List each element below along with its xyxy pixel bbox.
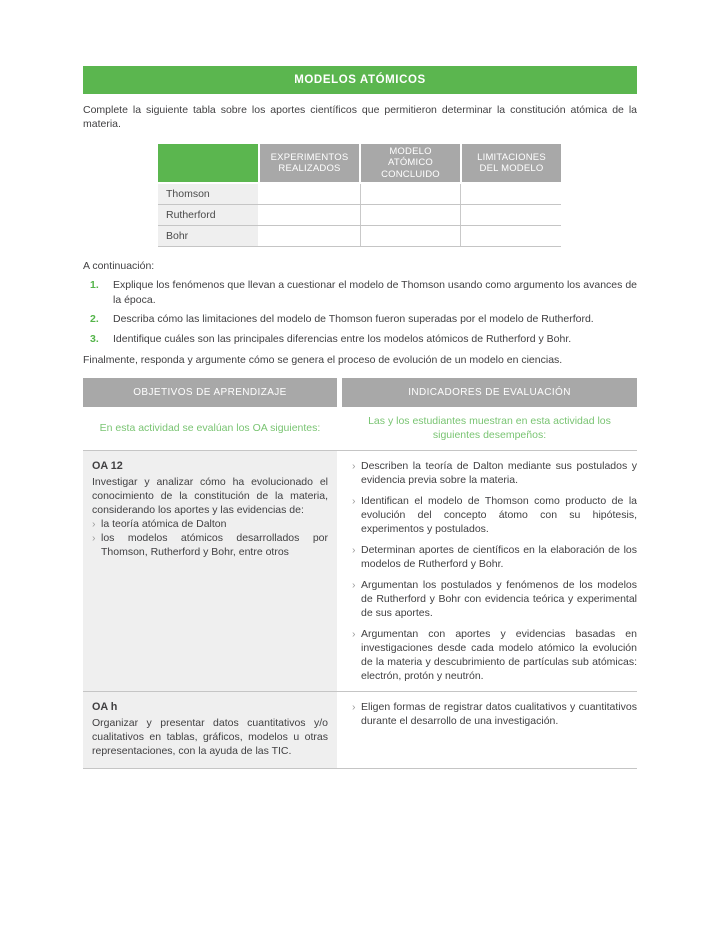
indicator-text: Eligen formas de registrar datos cualitativos y cuantitativos durante el desarrollo de una investigación. (361, 701, 637, 727)
atomic-table-corner-cell (158, 144, 258, 182)
oa-bullet (92, 517, 328, 531)
bullet-marker: › (92, 518, 96, 530)
oa-code: OA 12 (92, 460, 123, 472)
continuation-label: A continuación: (83, 260, 155, 272)
bullet-marker: › (352, 544, 356, 556)
empty-cell-thomson-limitaciones (460, 184, 561, 204)
indicator-item (352, 494, 637, 536)
task-item-3 (83, 332, 637, 347)
task-number: 2. (90, 313, 99, 325)
subheader-objetivos: En esta actividad se evalúan los OA siguientes: (99, 421, 321, 434)
task-list (83, 278, 637, 346)
oa-bullet-text: los modelos atómicos desarrollados por Thomson, Rutherford y Bohr, entre otros (101, 532, 328, 558)
column-header-experimentos: EXPERIMENTOS REALIZADOS (260, 144, 359, 182)
indicator-text: Argumentan con aportes y evidencias basadas en investigaciones desde cada modelo atómico la evolución de la materia y descubrimiento de partículas sub atómicas: electrón, protón y neutrón. (361, 628, 637, 682)
atomic-models-table (158, 144, 561, 247)
task-item-1 (83, 278, 637, 307)
table-row-rutherford (158, 205, 561, 226)
header-indicadores: INDICADORES DE EVALUACIÓN (342, 378, 637, 407)
bullet-marker: › (352, 495, 356, 507)
row-label-bohr: Bohr (158, 226, 258, 246)
task-item-2 (83, 312, 637, 327)
empty-cell-bohr-limitaciones (460, 226, 561, 246)
task-text: Describa cómo las limitaciones del modelo de Thomson fueron superadas por el modelo de Rutherford. (113, 313, 594, 325)
oa12-indicators-cell (342, 451, 637, 691)
oa-code: OA h (92, 701, 118, 713)
column-header-modelo: MODELO ATÓMICO CONCLUIDO (361, 144, 460, 182)
evaluation-row-oa12 (83, 451, 637, 692)
header-objetivos: OBJETIVOS DE APRENDIZAJE (83, 378, 337, 407)
indicator-item (352, 627, 637, 683)
oa-description: Organizar y presentar datos cuantitativos y/o cualitativos en tablas, gráficos, modelos u otras representaciones, con la ayuda de las TIC. (92, 717, 328, 757)
indicator-item (352, 700, 637, 728)
oah-cell (83, 692, 337, 768)
final-note: Finalmente, responda y argumente cómo se genera el proceso de evolución de un modelo en ciencias. (83, 354, 563, 366)
task-number: 1. (90, 279, 99, 291)
evaluation-row-oah (83, 692, 637, 769)
bullet-marker: › (352, 701, 356, 713)
subheader-indicadores: Las y los estudiantes muestran en esta actividad los siguientes desempeños: (368, 415, 611, 441)
bullet-marker: › (352, 460, 356, 472)
task-text: Identifique cuáles son las principales diferencias entre los modelos atómicos de Rutherford y Bohr. (113, 332, 572, 345)
column-header-limitaciones: LIMITACIONES DEL MODELO (462, 144, 561, 182)
empty-cell-rutherford-limitaciones (460, 205, 561, 225)
row-label-thomson: Thomson (158, 184, 258, 204)
row-label-rutherford: Rutherford (158, 205, 258, 225)
indicator-item (352, 543, 637, 571)
oa-description: Investigar y analizar cómo ha evolucionado el conocimiento de la constitución de la materia, considerando los aportes y las evidencias de: (92, 476, 328, 516)
empty-cell-thomson-experimentos (260, 184, 360, 204)
indicator-text: Determinan aportes de científicos en la elaboración de los modelos de Rutherford y Bohr. (361, 544, 637, 570)
oa-bullet-text: la teoría atómica de Dalton (101, 518, 227, 530)
indicator-text: Describen la teoría de Dalton mediante sus postulados y evidencia previa sobre la materia. (361, 460, 637, 486)
title-bar (83, 66, 637, 94)
atomic-table-body (158, 184, 561, 247)
oah-indicators-cell (342, 692, 637, 768)
evaluation-table-header-row (83, 378, 637, 407)
indicator-item (352, 459, 637, 487)
indicator-text: Identifican el modelo de Thomson como producto de la evolución del concepto átomo con su hipótesis, experimentos y postulados. (361, 495, 637, 535)
bullet-marker: › (352, 579, 356, 591)
page-title: MODELOS ATÓMICOS (294, 74, 426, 86)
bullet-marker: › (352, 628, 356, 640)
table-row-bohr (158, 226, 561, 247)
oa-bullet (92, 531, 328, 559)
oa12-cell (83, 451, 337, 691)
evaluation-table (83, 378, 637, 769)
indicator-text: Argumentan los postulados y fenómenos de los modelos de Rutherford y Bohr con evidencia teórica y experimental de sus aportes. (361, 579, 637, 619)
bullet-marker: › (92, 532, 96, 544)
empty-cell-rutherford-experimentos (260, 205, 360, 225)
empty-cell-bohr-modelo (360, 226, 461, 246)
intro-paragraph: Complete la siguiente tabla sobre los aportes científicos que permitieron determinar la constitución atómica de la materia. (83, 104, 637, 130)
table-row-thomson (158, 184, 561, 205)
empty-cell-thomson-modelo (360, 184, 461, 204)
atomic-table-header-row (158, 144, 561, 182)
empty-cell-bohr-experimentos (260, 226, 360, 246)
task-text: Explique los fenómenos que llevan a cuestionar el modelo de Thomson usando como argumento los avances de la época. (113, 279, 637, 306)
task-number: 3. (90, 332, 99, 345)
indicator-item (352, 578, 637, 620)
empty-cell-rutherford-modelo (360, 205, 461, 225)
evaluation-table-subheader-row (83, 407, 637, 451)
